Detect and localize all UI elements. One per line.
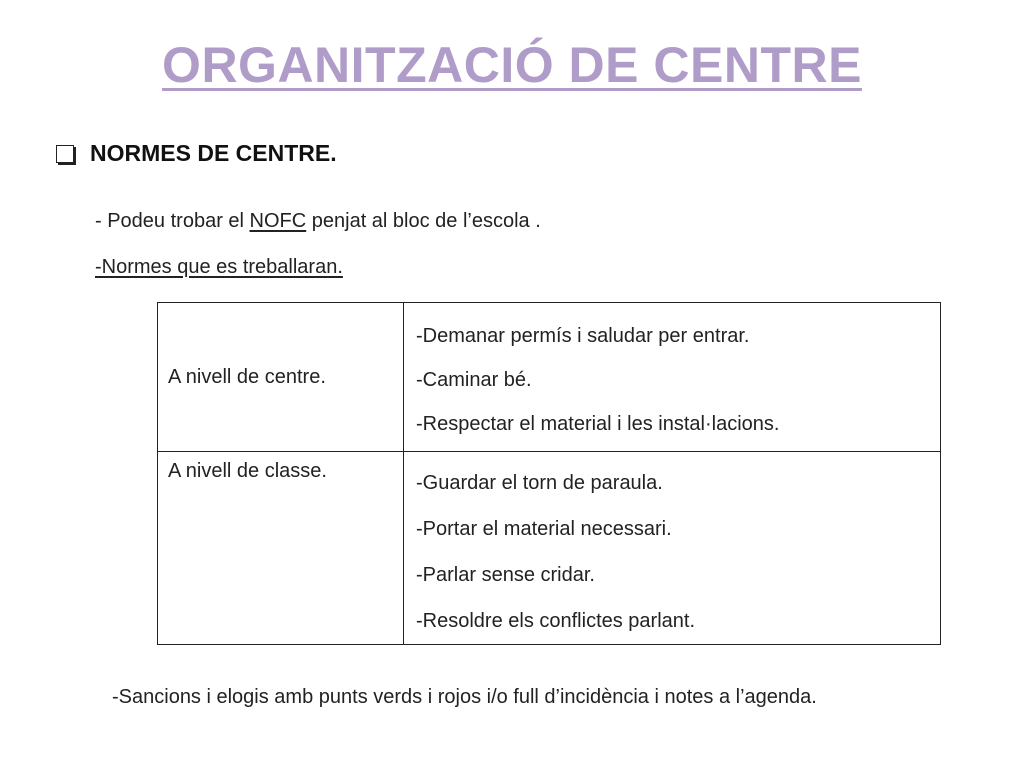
rule-item: -Demanar permís i saludar per entrar.: [416, 325, 750, 347]
checkbox-icon: [56, 145, 74, 163]
section-heading: [56, 140, 337, 167]
rule-item: -Resoldre els conflictes parlant.: [416, 610, 696, 632]
page-title: ORGANITZACIÓ DE CENTRE: [162, 37, 862, 93]
nofc-info-line: [95, 210, 541, 233]
rule-item: -Respectar el material i les instal·lacions.: [416, 413, 780, 435]
section-heading-label: NORMES DE CENTRE.: [90, 140, 337, 166]
rule-item: -Portar el material necessari.: [416, 518, 672, 540]
nofc-link[interactable]: NOFC: [249, 210, 307, 232]
rule-item: -Guardar el torn de paraula.: [416, 472, 663, 494]
norms-intro-line: [95, 256, 343, 279]
level-cell-centre: A nivell de centre.: [158, 303, 404, 452]
sanctions-footer: -Sancions i elogis amb punts verds i rojos i/o full d’incidència i notes a l’agenda.: [112, 686, 817, 708]
rule-item: -Caminar bé.: [416, 369, 532, 391]
norms-table: [157, 302, 941, 645]
norms-intro-text: -Normes que es treballaran.: [95, 256, 343, 278]
rules-cell-centre: [404, 303, 941, 452]
nofc-info-prefix: - Podeu trobar el: [95, 210, 250, 232]
nofc-info-suffix: penjat al bloc de l’escola .: [306, 210, 541, 232]
rule-item: -Parlar sense cridar.: [416, 564, 595, 586]
table-row: [158, 303, 941, 452]
level-cell-classe: A nivell de classe.: [158, 452, 404, 645]
rules-cell-classe: [404, 452, 941, 645]
table-row: [158, 452, 941, 645]
